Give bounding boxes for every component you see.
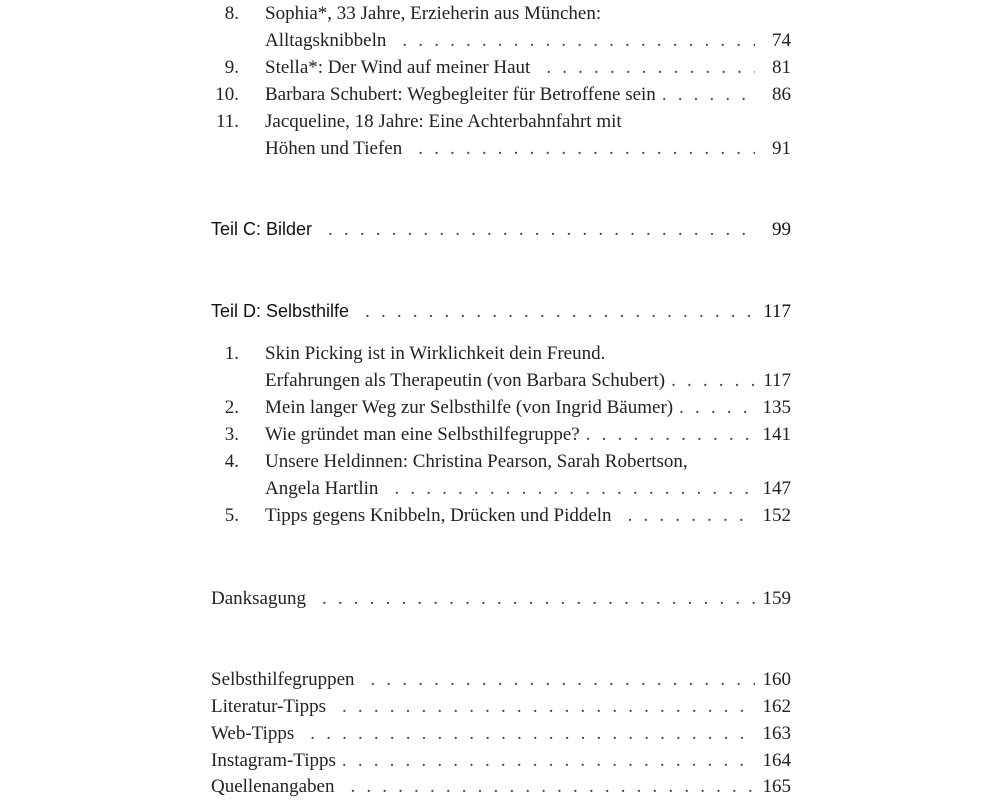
toc-entry-title: Stella*: Der Wind auf meiner Haut — [265, 57, 531, 78]
toc-entry-11-line1 — [211, 108, 791, 135]
leader-dots — [310, 720, 755, 747]
toc-page-number: 135 — [762, 397, 791, 418]
toc-entry-title: Selbsthilfegruppen — [211, 669, 355, 690]
toc-entry-title: Barbara Schubert: Wegbegleiter für Betroffene sein — [265, 84, 656, 105]
toc-entry-d5[interactable] — [211, 502, 791, 529]
toc-entry-title: Jacqueline, 18 Jahre: Eine Achterbahnfahrt mit — [265, 111, 622, 132]
toc-page-number: 99 — [772, 219, 791, 240]
toc-page-number: 164 — [762, 750, 791, 771]
toc-entry-title-continued: Höhen und Tiefen — [265, 138, 403, 159]
toc-page-number: 117 — [763, 301, 791, 322]
toc-page-number: 86 — [772, 84, 791, 105]
toc-entry-number: 4. — [224, 451, 239, 472]
toc-entry-title: Unsere Heldinnen: Christina Pearson, Sarah Robertson, — [265, 451, 688, 472]
toc-entry-9[interactable] — [211, 54, 791, 81]
toc-entry-d2[interactable] — [211, 394, 791, 421]
toc-page-number: 147 — [762, 478, 791, 499]
toc-entry-title: Skin Picking ist in Wirklichkeit dein Freund. — [265, 343, 606, 364]
toc-entry-title: Danksagung — [211, 588, 306, 609]
toc-part-d[interactable] — [211, 298, 791, 325]
toc-appendix-quellenangaben[interactable] — [211, 773, 791, 800]
toc-entry-title: Wie gründet man eine Selbsthilfegruppe? — [265, 424, 580, 445]
toc-appendix-instagram-tipps[interactable] — [211, 747, 791, 774]
toc-appendix-selbsthilfegruppen[interactable] — [211, 666, 791, 693]
toc-entry-number: 9. — [224, 57, 239, 78]
toc-entry-8-line2[interactable] — [211, 27, 791, 54]
toc-entry-d4-line2[interactable] — [211, 475, 791, 502]
leader-dots — [328, 216, 755, 243]
toc-page-number: 152 — [762, 505, 791, 526]
toc-entry-title: Quellenangaben — [211, 776, 335, 797]
toc-entry-title: Instagram-Tipps — [211, 750, 336, 771]
toc-entry-title-continued: Alltagsknibbeln — [265, 30, 387, 51]
toc-entry-number: 5. — [224, 505, 239, 526]
leader-dots — [679, 394, 755, 421]
toc-part-title: Teil D: Selbsthilfe — [211, 301, 350, 321]
toc-entry-d1-line2[interactable] — [211, 367, 791, 394]
toc-entry-number: 11. — [215, 111, 239, 132]
toc-entry-number: 8. — [224, 3, 239, 24]
toc-part-c[interactable] — [211, 216, 791, 243]
toc-page-number: 74 — [772, 30, 791, 51]
toc-page-number: 159 — [762, 588, 791, 609]
leader-dots — [342, 747, 755, 774]
leader-dots — [402, 27, 755, 54]
leader-dots — [371, 666, 755, 693]
toc-entry-d4-line1 — [211, 448, 791, 475]
toc-acknowledgements[interactable] — [211, 585, 791, 612]
toc-entry-title: Sophia*, 33 Jahre, Erzieherin aus München: — [265, 3, 602, 24]
toc-entry-title: Web-Tipps — [211, 723, 295, 744]
toc-page-number: 91 — [772, 138, 791, 159]
toc-entry-d1-line1 — [211, 340, 791, 367]
leader-dots — [628, 502, 755, 529]
toc-entry-number: 10. — [215, 84, 239, 105]
leader-dots — [662, 81, 755, 108]
toc-appendix-literatur-tipps[interactable] — [211, 693, 791, 720]
toc-page-number: 141 — [762, 424, 791, 445]
toc-entry-11-line2[interactable] — [211, 135, 791, 162]
leader-dots — [394, 475, 755, 502]
toc-page-number: 160 — [762, 669, 791, 690]
toc-page-number: 81 — [772, 57, 791, 78]
toc-page-number: 162 — [762, 696, 791, 717]
toc-entry-number: 3. — [224, 424, 239, 445]
toc-part-title: Teil C: Bilder — [211, 219, 313, 239]
toc-entry-number: 1. — [224, 343, 239, 364]
toc-entry-number: 2. — [224, 397, 239, 418]
leader-dots — [546, 54, 755, 81]
leader-dots — [418, 135, 755, 162]
toc-page-number: 117 — [763, 370, 791, 391]
toc-entry-title: Tipps gegens Knibbeln, Drücken und Piddeln — [265, 505, 612, 526]
toc-entry-title-continued: Angela Hartlin — [265, 478, 379, 499]
leader-dots — [342, 693, 755, 720]
toc-page-number: 165 — [762, 776, 791, 797]
leader-dots — [365, 298, 755, 325]
leader-dots — [350, 773, 755, 800]
toc-entry-title: Literatur-Tipps — [211, 696, 327, 717]
leader-dots — [586, 421, 755, 448]
leader-dots — [322, 585, 755, 612]
leader-dots — [671, 367, 755, 394]
toc-entry-8-line1 — [211, 0, 791, 27]
toc-entry-d3[interactable] — [211, 421, 791, 448]
toc-entry-10[interactable] — [211, 81, 791, 108]
toc-entry-title: Mein langer Weg zur Selbsthilfe (von Ingrid Bäumer) — [265, 397, 674, 418]
toc-appendix-web-tipps[interactable] — [211, 720, 791, 747]
toc-page-number: 163 — [762, 723, 791, 744]
toc-entry-title-continued: Erfahrungen als Therapeutin (von Barbara Schubert) — [265, 370, 666, 391]
